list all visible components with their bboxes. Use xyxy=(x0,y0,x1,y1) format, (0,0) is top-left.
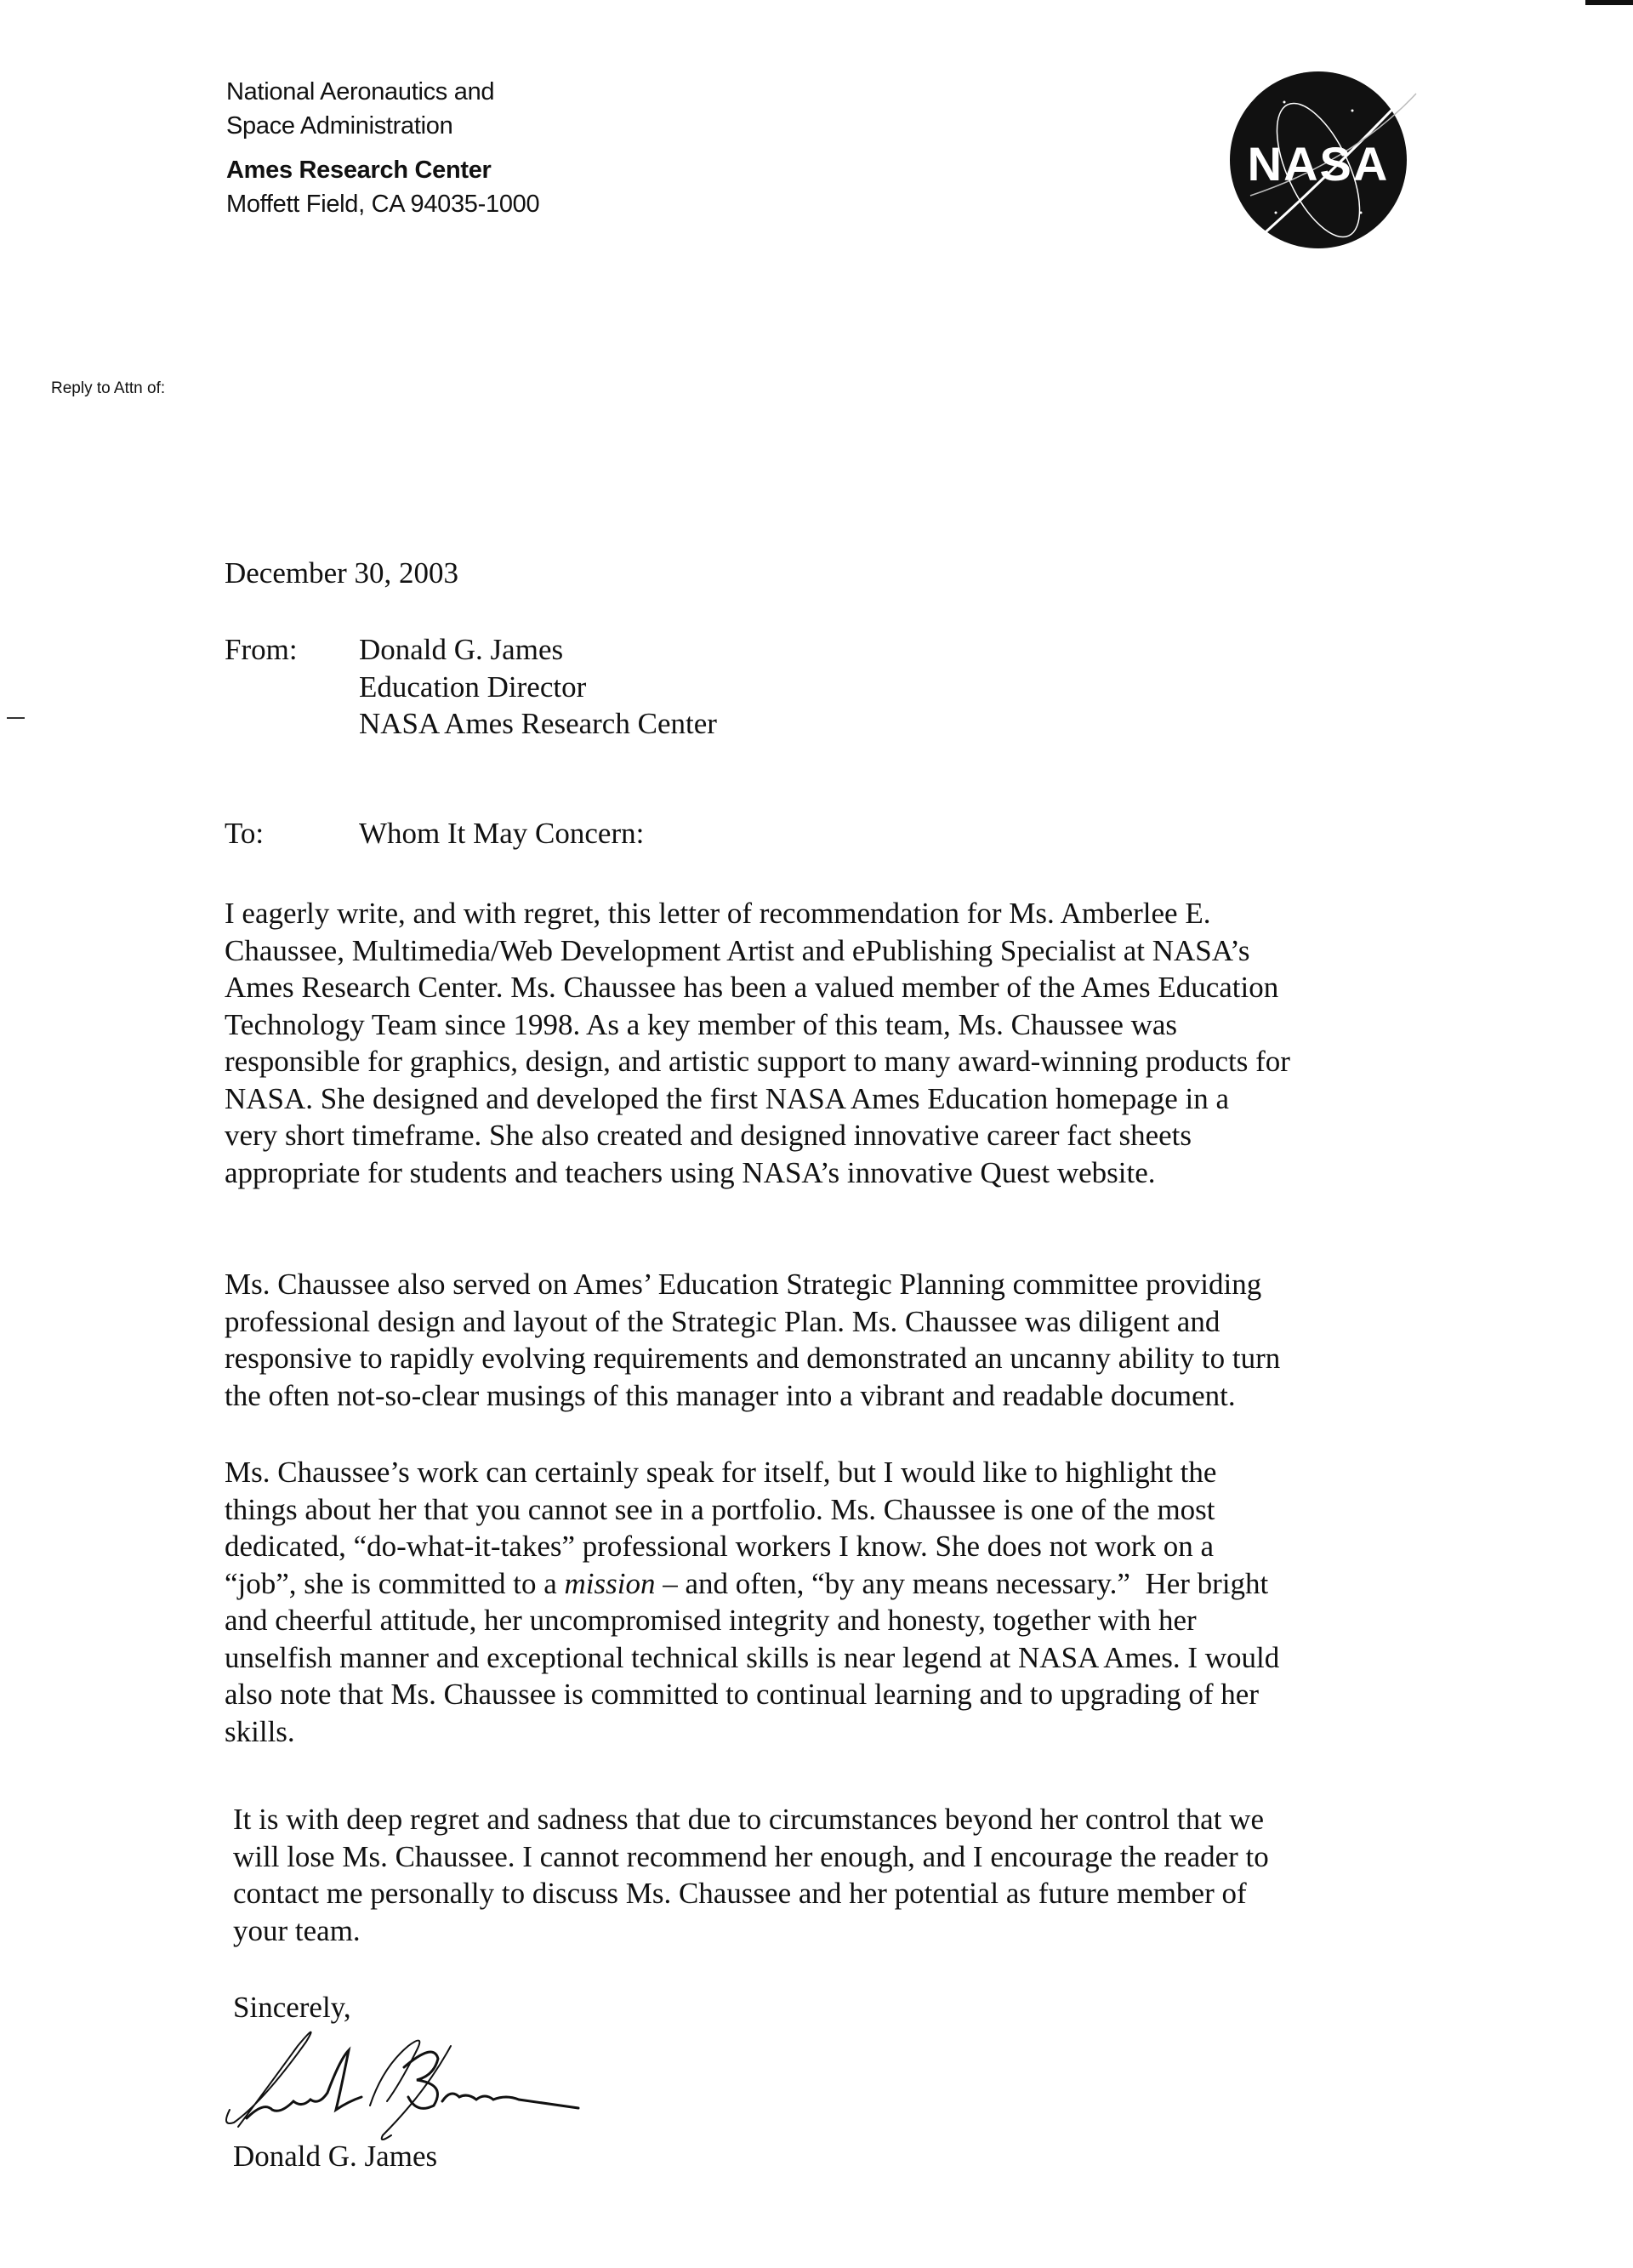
paragraph-line: Chaussee, Multimedia/Web Development Artist and ePublishing Specialist at NASA’s xyxy=(225,933,1250,967)
from-title: Education Director xyxy=(359,670,587,704)
center-address: Moffett Field, CA 94035-1000 xyxy=(226,191,540,218)
from-org: NASA Ames Research Center xyxy=(359,707,717,740)
from-block xyxy=(359,631,717,743)
paragraph-line: also note that Ms. Chaussee is committed to continual learning and to upgrading of her xyxy=(225,1678,1259,1711)
signer-name: Donald G. James xyxy=(233,2140,438,2173)
paragraph-line: contact me personally to discuss Ms. Chaussee and her potential as future member of xyxy=(233,1877,1247,1910)
paragraph-line: NASA. She designed and developed the first NASA Ames Education homepage in a xyxy=(225,1081,1230,1115)
logo-wordmark: NASA xyxy=(1247,137,1390,191)
org-name-line1: National Aeronautics and xyxy=(226,78,495,105)
paragraph-line: and cheerful attitude, her uncompromised integrity and honesty, together with her xyxy=(225,1604,1197,1637)
paragraph-line: Ms. Chaussee also served on Ames’ Education Strategic Planning committee providing xyxy=(225,1268,1262,1301)
paragraph-line: dedicated, “do-what-it-takes” professional workers I know. She does not work on a xyxy=(225,1530,1215,1563)
paragraph-line: skills. xyxy=(225,1714,295,1748)
paragraph-2 xyxy=(225,1266,1280,1414)
paragraph-line: It is with deep regret and sadness that due to circumstances beyond her control that we xyxy=(233,1803,1264,1836)
to-label: To: xyxy=(225,817,265,850)
paragraph-line: responsive to rapidly evolving requirements and demonstrated an uncanny ability to turn xyxy=(225,1342,1281,1375)
paragraph-line: Ames Research Center. Ms. Chaussee has been a valued member of the Ames Education xyxy=(225,971,1279,1004)
paragraph-line: will lose Ms. Chaussee. I cannot recommend her enough, and I encourage the reader to xyxy=(233,1839,1269,1873)
paragraph-line: responsible for graphics, design, and artistic support to many award-winning products for xyxy=(225,1045,1290,1078)
paragraph-line: professional design and layout of the Strategic Plan. Ms. Chaussee was diligent and xyxy=(225,1304,1220,1338)
from-name: Donald G. James xyxy=(359,633,564,666)
emphasis-mission: mission xyxy=(564,1566,656,1600)
paragraph-line: appropriate for students and teachers using NASA’s innovative Quest website. xyxy=(225,1155,1156,1189)
scan-margin-mark xyxy=(7,717,25,719)
paragraph-line: things about her that you cannot see in a portfolio. Ms. Chaussee is one of the most xyxy=(225,1492,1215,1526)
text-run: – and often, “by any means necessary.” Her bright xyxy=(655,1566,1269,1600)
closing: Sincerely, xyxy=(233,1991,351,2024)
center-name: Ames Research Center xyxy=(226,157,492,184)
letter-date: December 30, 2003 xyxy=(225,556,459,590)
paragraph-line: I eagerly write, and with regret, this letter of recommendation for Ms. Amberlee E. xyxy=(225,897,1211,930)
paragraph-line: Technology Team since 1998. As a key member of this team, Ms. Chaussee was xyxy=(225,1007,1178,1041)
paragraph-line: your team. xyxy=(233,1913,361,1947)
paragraph-4 xyxy=(233,1801,1269,1949)
paragraph-line: very short timeframe. She also created and designed innovative career fact sheets xyxy=(225,1119,1192,1152)
paragraph-line: the often not-so-clear musings of this manager into a vibrant and readable document. xyxy=(225,1378,1236,1412)
paragraph-line xyxy=(225,1565,1279,1603)
paragraph-3 xyxy=(225,1454,1279,1750)
org-name-line2: Space Administration xyxy=(226,112,453,140)
scan-corner-mark xyxy=(1585,0,1633,5)
paragraph-line: Ms. Chaussee’s work can certainly speak for itself, but I would like to highlight the xyxy=(225,1456,1217,1489)
to-value: Whom It May Concern: xyxy=(359,817,645,850)
paragraph-line: unselfish manner and exceptional technical skills is near legend at NASA Ames. I would xyxy=(225,1640,1280,1674)
text-run: “job”, she is committed to a xyxy=(225,1566,565,1600)
paragraph-1 xyxy=(225,895,1290,1191)
reply-to-label: Reply to Attn of: xyxy=(51,379,166,397)
nasa-logo xyxy=(1225,68,1429,255)
from-label: From: xyxy=(225,633,298,666)
